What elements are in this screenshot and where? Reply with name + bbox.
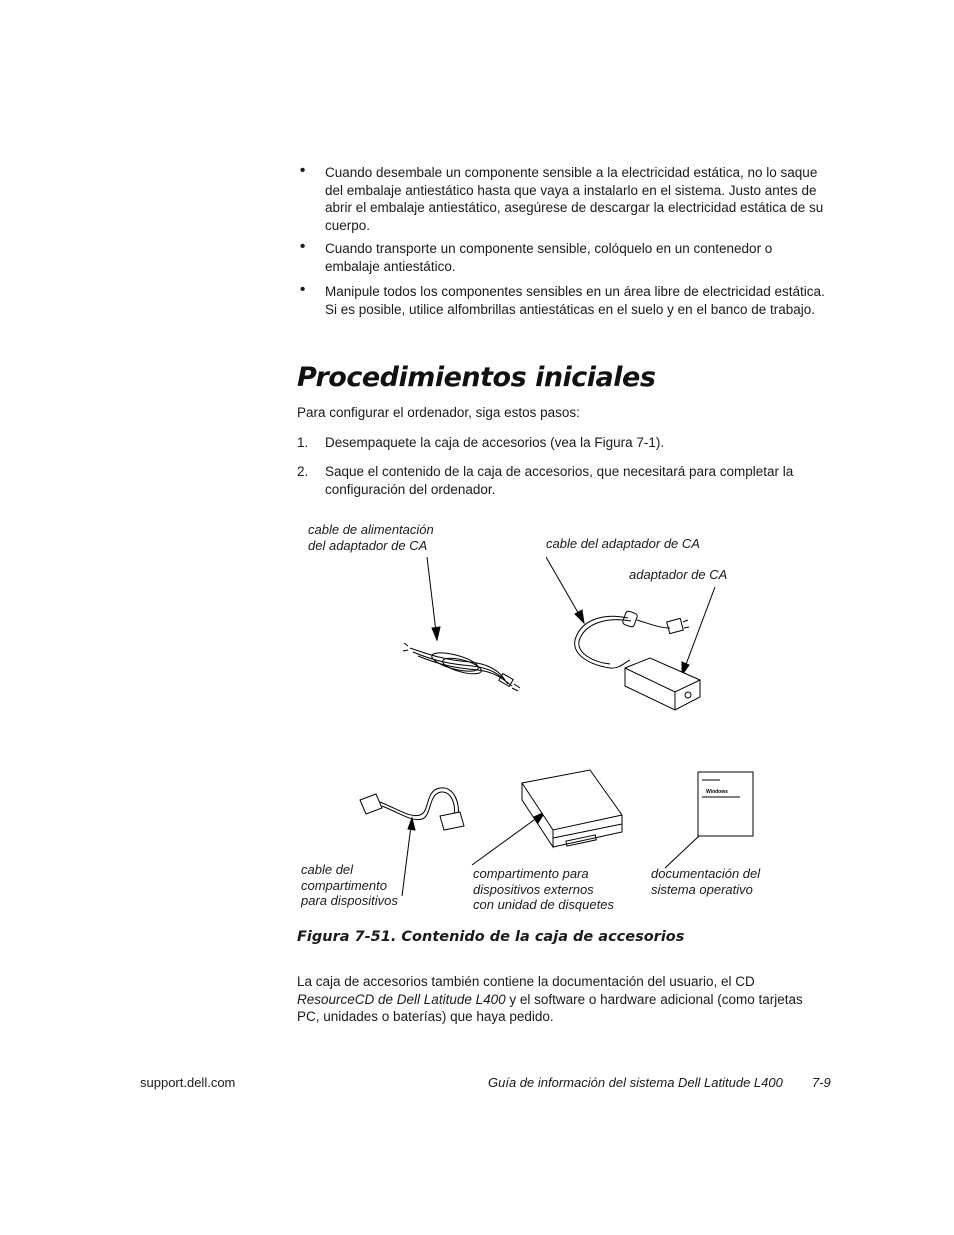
- os-docs-drawing: [698, 772, 753, 836]
- label-adapter-cable: cable del adaptador de CA: [546, 536, 700, 551]
- label-adapter: adaptador de CA: [629, 567, 728, 582]
- bullet-glyph: •: [300, 281, 306, 298]
- figure-caption: Figura 7-51. Contenido de la caja de accesorios: [297, 929, 685, 945]
- bullet-item: Manipule todos los componentes sensibles en un área libre de electricidad estática. Si es posible, utilice alfombrillas antiestáticas en el suelo y en el banco de trabajo.: [325, 284, 825, 317]
- label-line: documentación del: [651, 866, 761, 881]
- label-line: dispositivos externos: [473, 881, 594, 897]
- label-line: del adaptador de CA: [308, 537, 428, 553]
- ac-adapter-drawing: [575, 610, 700, 710]
- device-bay-drawing: [522, 770, 622, 847]
- label-line: compartimento para: [473, 866, 589, 881]
- closing-text: La caja de accesorios también contiene la documentación del usuario, el CD: [297, 974, 755, 989]
- step-text: Desempaquete la caja de accesorios (vea la Figura 7-1).: [325, 435, 665, 450]
- bullet-glyph: •: [300, 162, 306, 179]
- figure-leader-lines: [402, 557, 716, 896]
- footer-title: Guía de información del sistema Dell Latitude L400: [488, 1075, 783, 1090]
- bullet-item: Cuando desembale un componente sensible a la electricidad estática, no lo saque del embalaje antiestático hasta que vaya a instalarlo en el sistema. Justo antes de abrir el embalaje antiestático, asegúrese de descargar la electricidad estática de su cuerpo.: [325, 165, 824, 233]
- label-os-docs: [651, 866, 760, 897]
- label-line: sistema operativo: [651, 881, 753, 897]
- label-power-cable: [308, 522, 434, 553]
- label-line: con unidad de disquetes: [473, 897, 614, 912]
- step-number: 1.: [297, 435, 309, 450]
- bullet-glyph: •: [300, 238, 306, 255]
- page-number: 7-9: [812, 1075, 831, 1090]
- label-line: compartimento: [301, 877, 387, 893]
- label-line: cable de alimentación: [308, 522, 434, 537]
- label-line: cable del: [301, 862, 354, 877]
- book-cover-text: Windows: [706, 789, 728, 795]
- step-text: Saque el contenido de la caja de accesorios, que necesitará para completar la configuración del ordenador.: [325, 464, 794, 497]
- intro-text: Para configurar el ordenador, siga estos pasos:: [297, 405, 580, 420]
- footer-url: support.dell.com: [140, 1075, 236, 1090]
- closing-cd-title: ResourceCD de Dell Latitude L400: [297, 991, 506, 1007]
- power-cable-drawing: [403, 643, 520, 691]
- label-bay-cable: [301, 862, 398, 909]
- bullet-item: Cuando transporte un componente sensible, colóquelo en un contenedor o embalaje antiestático.: [325, 241, 773, 274]
- section-title: Procedimientos iniciales: [297, 362, 656, 393]
- closing-paragraph: [297, 973, 827, 1026]
- label-line: para dispositivos: [301, 893, 398, 908]
- step-number: 2.: [297, 464, 309, 479]
- closing-text: y el software o hardware adicional (como tarjetas PC, unidades o baterías) que haya pedido.: [297, 991, 803, 1024]
- label-device-bay: [473, 866, 614, 913]
